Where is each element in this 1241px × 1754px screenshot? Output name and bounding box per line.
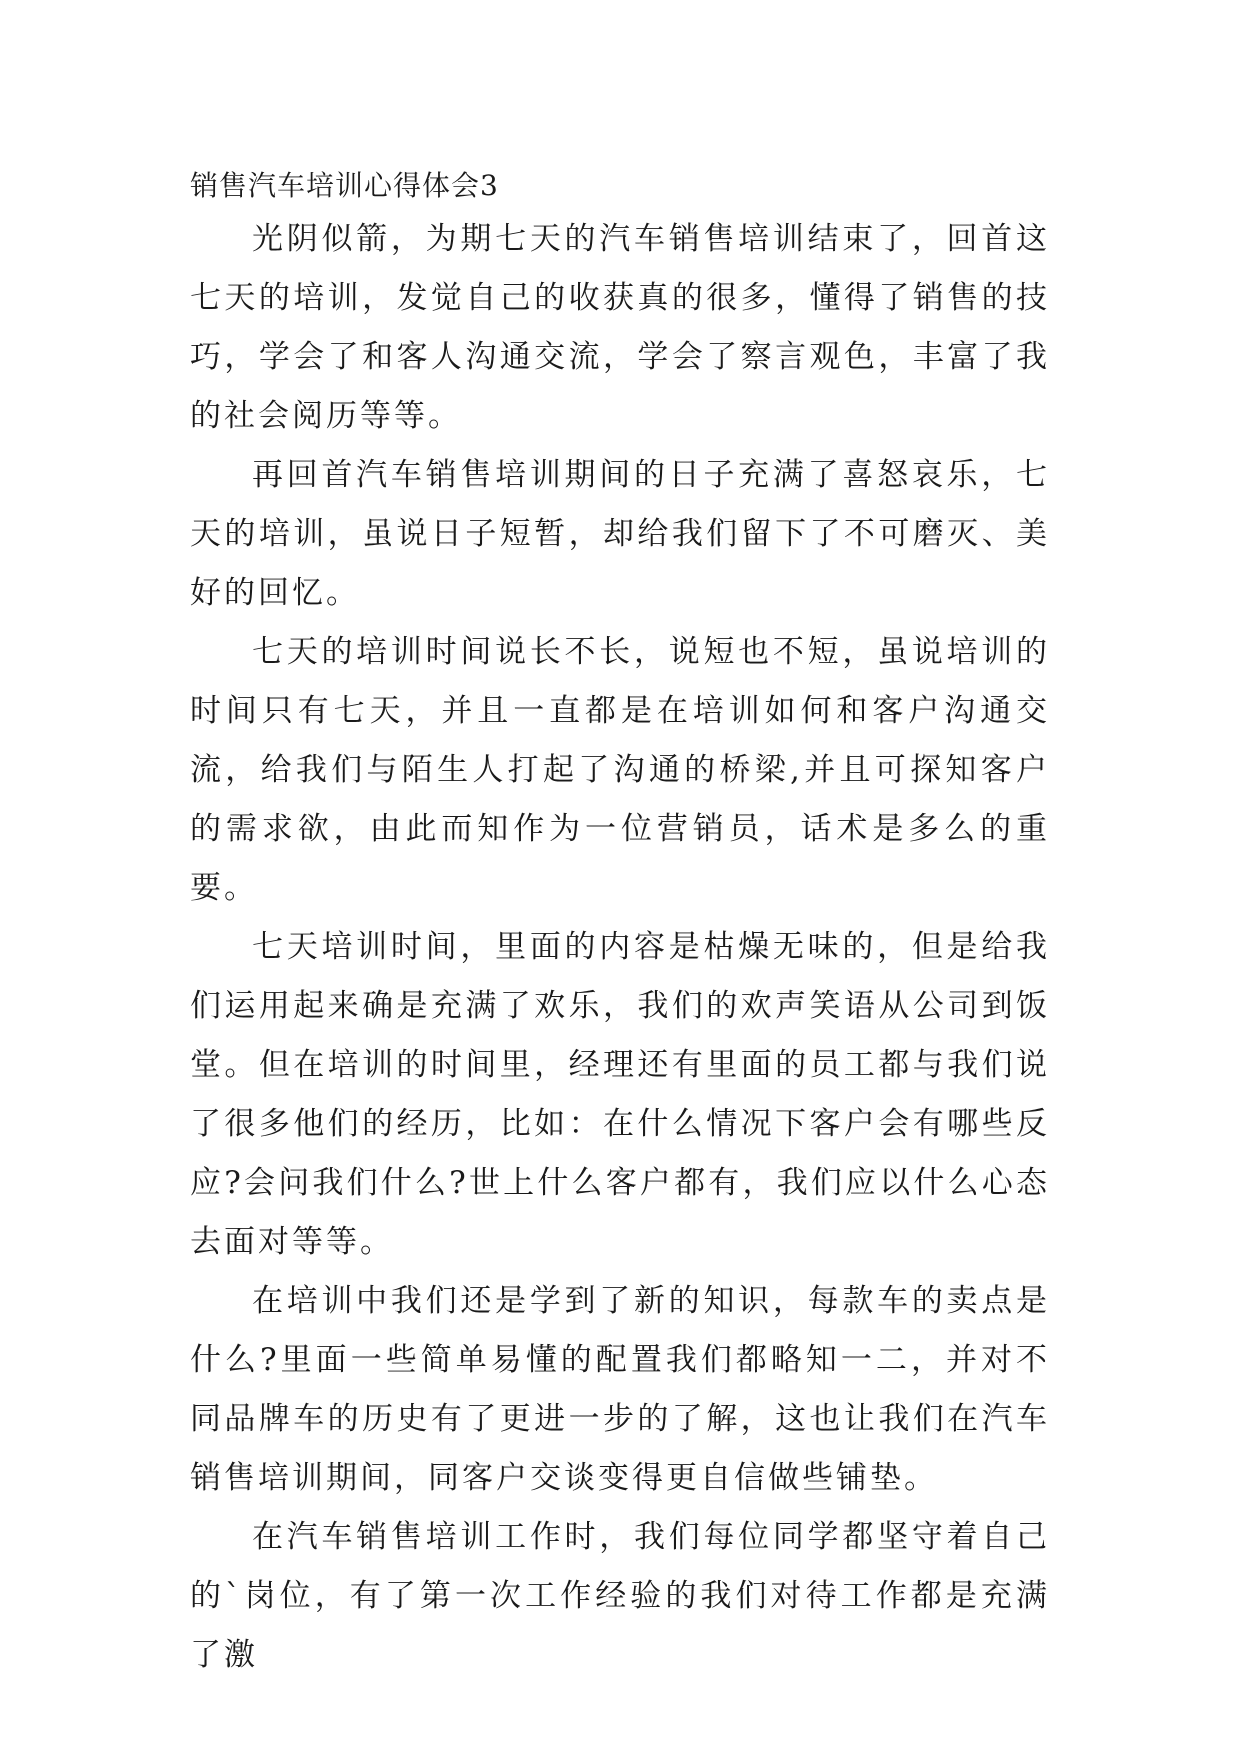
paragraph: 再回首汽车销售培训期间的日子充满了喜怒哀乐，七天的培训，虽说日子短暂，却给我们留下了不可磨灭、美好的回忆。: [190, 457, 1050, 611]
document-body: [190, 162, 1050, 1685]
paragraph: 光阴似箭，为期七天的汽车销售培训结束了，回首这七天的培训，发觉自己的收获真的很多，懂得了销售的技巧，学会了和客人沟通交流，学会了察言观色，丰富了我的社会阅历等等。: [190, 221, 1050, 434]
paragraph: 在培训中我们还是学到了新的知识，每款车的卖点是什么?里面一些简单易懂的配置我们都略知一二，并对不同品牌车的历史有了更进一步的了解，这也让我们在汽车销售培训期间，同客户交谈变得更自信做些铺垫。: [190, 1283, 1050, 1496]
paragraph: 七天培训时间，里面的内容是枯燥无味的，但是给我们运用起来确是充满了欢乐，我们的欢声笑语从公司到饭堂。但在培训的时间里，经理还有里面的员工都与我们说了很多他们的经历，比如：在什么情况下客户会有哪些反应?会问我们什么?世上什么客户都有，我们应以什么心态去面对等等。: [190, 929, 1050, 1260]
paragraph: 七天的培训时间说长不长，说短也不短，虽说培训的时间只有七天，并且一直都是在培训如何和客户沟通交流，给我们与陌生人打起了沟通的桥梁,并且可探知客户的需求欲，由此而知作为一位营销员，话术是多么的重要。: [190, 634, 1050, 906]
paragraph: 在汽车销售培训工作时，我们每位同学都坚守着自己的`岗位，有了第一次工作经验的我们对待工作都是充满了激: [190, 1519, 1050, 1673]
document-title: 销售汽车培训心得体会3: [190, 169, 499, 202]
